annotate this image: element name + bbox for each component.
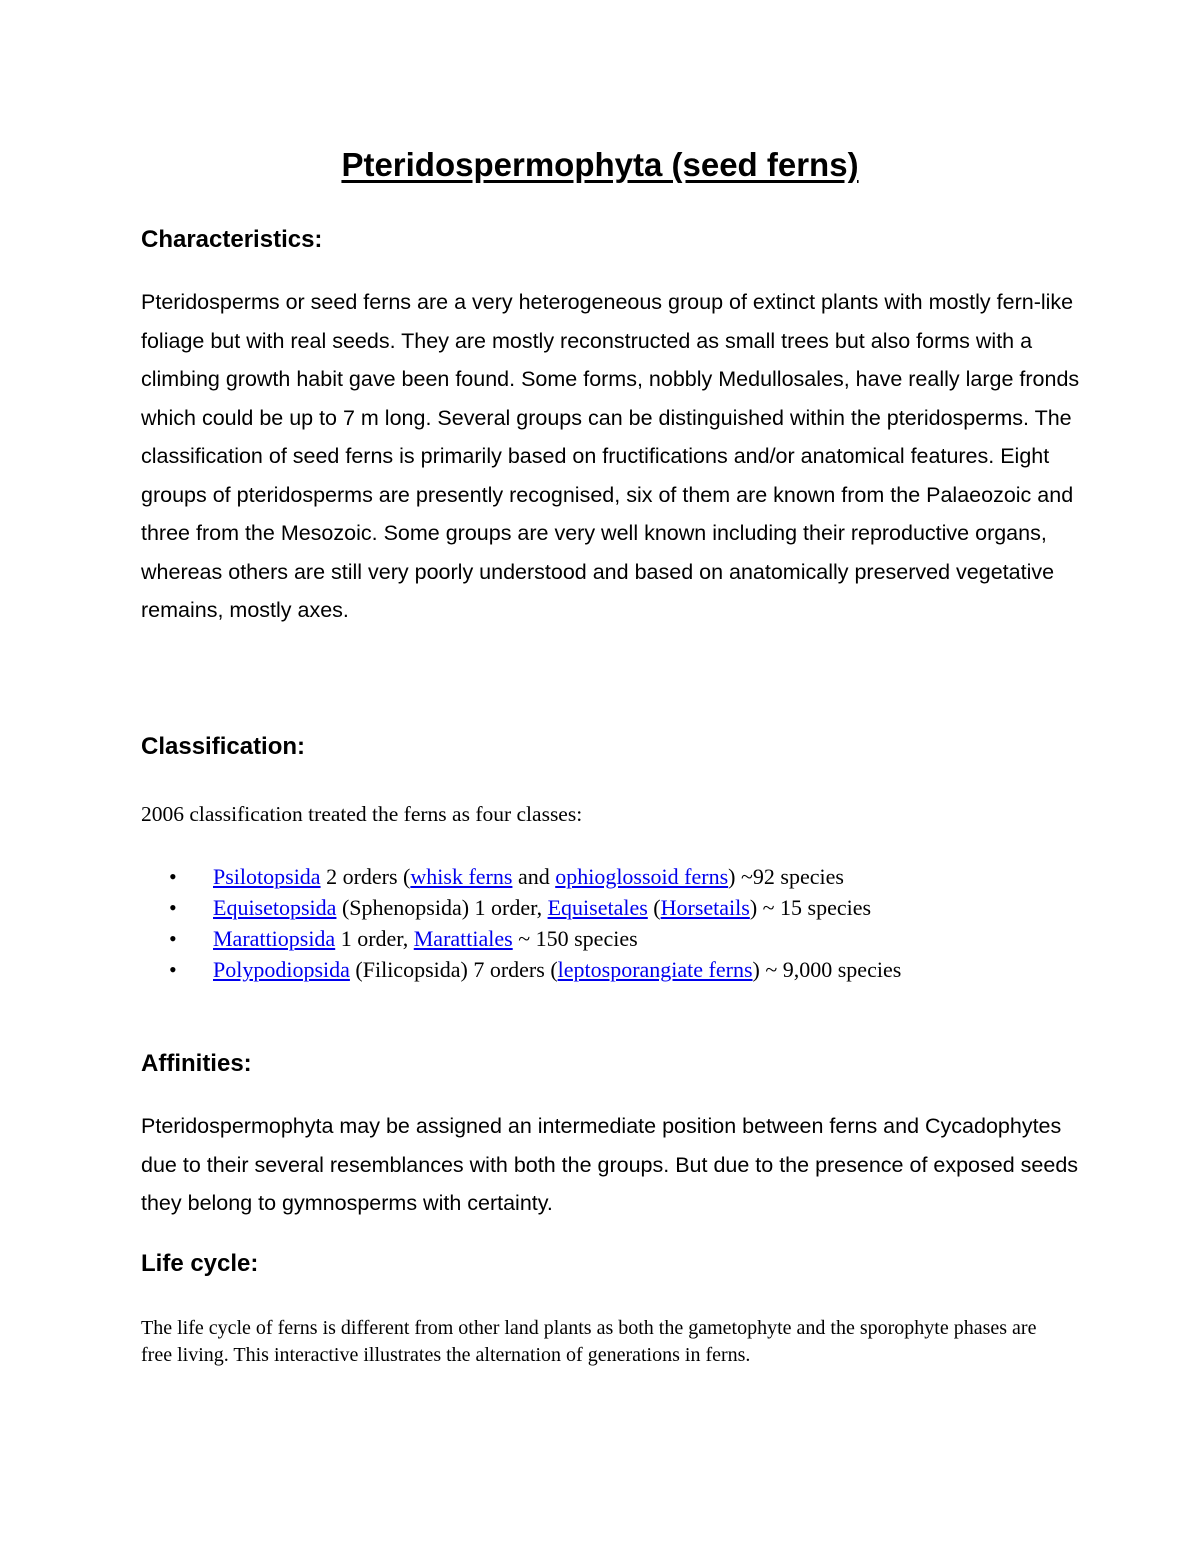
link-marattiopsida[interactable]: Marattiopsida — [213, 926, 336, 951]
bullet-icon: • — [169, 864, 177, 889]
life-cycle-heading: Life cycle: — [141, 1250, 259, 1277]
bullet-icon: • — [169, 926, 177, 951]
list-text: ) ~92 species — [728, 864, 844, 889]
link-psilotopsida[interactable]: Psilotopsida — [213, 864, 321, 889]
bullet-icon: • — [169, 957, 177, 982]
list-item — [141, 861, 1071, 892]
bullet-icon: • — [169, 895, 177, 920]
characteristics-paragraph: Pteridosperms or seed ferns are a very heterogeneous group of extinct plants with mostly fern-like foliage but with real seeds. They are mostly reconstructed as small trees but also forms with a climbing growth habit gave been found. Some forms, nobbly Medullosales, have really large fronds which could be up to 7 m long. Several groups can be distinguished within the pteridosperms. The classification of seed ferns is primarily based on fructifications and/or anatomical features. Eight groups of pteridosperms are presently recognised, six of them are known from the Palaeozoic and three from the Mesozoic. Some groups are very well known including their reproductive organs, whereas others are still very poorly understood and based on anatomically preserved vegetative remains, mostly axes. — [141, 290, 1080, 622]
list-item — [141, 892, 1071, 923]
list-item — [141, 954, 1071, 985]
link-equisetales[interactable]: Equisetales — [547, 895, 648, 920]
list-text: and — [512, 864, 556, 889]
link-horsetails[interactable]: Horsetails — [660, 895, 750, 920]
affinities-heading: Affinities: — [141, 1050, 252, 1077]
link-equisetopsida[interactable]: Equisetopsida — [213, 895, 337, 920]
classification-intro: 2006 classification treated the ferns as four classes: — [141, 802, 583, 826]
list-text: 2 orders ( — [320, 864, 411, 889]
list-item — [141, 923, 1071, 954]
list-text: ~ 150 species — [512, 926, 638, 951]
list-text: ) ~ 15 species — [749, 895, 872, 920]
link-ophioglossoid-ferns[interactable]: ophioglossoid ferns — [555, 864, 729, 889]
list-text: ) ~ 9,000 species — [752, 957, 902, 982]
characteristics-heading: Characteristics: — [141, 226, 323, 253]
list-text: (Sphenopsida) 1 order, — [336, 895, 548, 920]
classification-heading: Classification: — [141, 733, 306, 760]
affinities-paragraph: Pteridospermophyta may be assigned an intermediate position between ferns and Cycadophytes due to their several resemblances with both the groups. But due to the presence of exposed seeds they belong to gymnosperms with certainty. — [141, 1114, 1079, 1215]
link-whisk-ferns[interactable]: whisk ferns — [410, 864, 513, 889]
list-text: ( — [647, 895, 661, 920]
link-leptosporangiate-ferns[interactable]: leptosporangiate ferns — [557, 957, 753, 982]
page-title: Pteridospermophyta (seed ferns) — [341, 146, 859, 183]
link-polypodiopsida[interactable]: Polypodiopsida — [213, 957, 350, 982]
link-marattiales[interactable]: Marattiales — [413, 926, 513, 951]
list-text: (Filicopsida) 7 orders ( — [349, 957, 558, 982]
list-text: 1 order, — [335, 926, 414, 951]
classification-list — [141, 861, 1071, 985]
life-cycle-paragraph: The life cycle of ferns is different from other land plants as both the gametophyte and the sporophyte phases are free living. This interactive illustrates the alternation of generations in ferns. — [141, 1317, 1037, 1366]
